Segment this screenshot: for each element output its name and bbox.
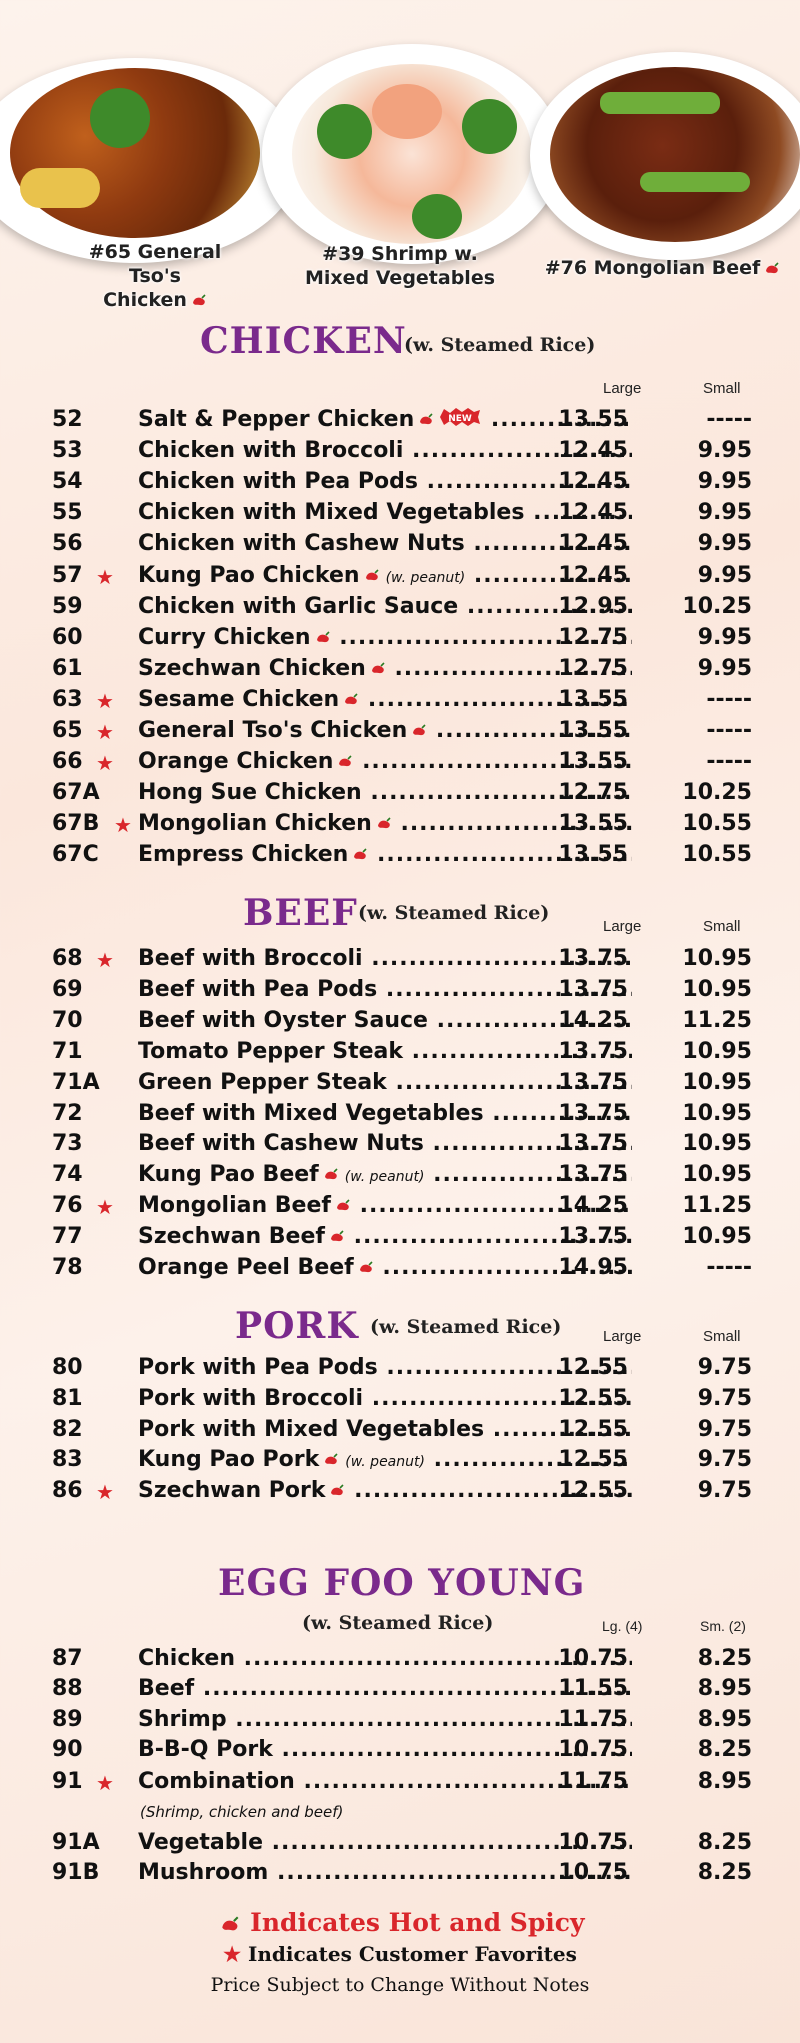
- combination-note: (Shrimp, chicken and beef): [140, 1803, 344, 1821]
- menu-item-row: [52, 1255, 752, 1286]
- item-name: Chicken with Broccoli .....: [138, 438, 632, 463]
- item-number: 70: [52, 1007, 83, 1033]
- item-name: B-B-Q Pork .....: [138, 1737, 632, 1762]
- price-small: 8.95: [697, 1676, 752, 1701]
- item-name: General Tso's Chicken .....: [138, 718, 632, 743]
- hot-spicy-icon: [323, 1168, 339, 1182]
- star-icon: ★: [114, 813, 132, 838]
- price-large: 13.75: [558, 1162, 628, 1188]
- price-large: 13.55: [558, 686, 628, 712]
- menu-item-row: [52, 1101, 752, 1132]
- item-name: Empress Chicken .....: [138, 842, 632, 867]
- price-small: 11.25: [682, 1007, 752, 1033]
- item-number: 72: [52, 1100, 83, 1126]
- menu-item-row: [52, 438, 752, 469]
- hot-spicy-icon: [411, 724, 427, 738]
- item-number: 88: [52, 1676, 83, 1701]
- item-name: Combination .....: [138, 1769, 632, 1794]
- item-number: 76: [52, 1193, 83, 1219]
- item-number: 80: [52, 1355, 83, 1380]
- price-large: 13.55: [558, 718, 628, 743]
- item-name: Hong Sue Chicken .....: [138, 780, 632, 805]
- price-small: 10.95: [682, 946, 752, 971]
- price-small: 11.25: [682, 1193, 752, 1219]
- price-small: 10.95: [682, 1069, 752, 1095]
- price-large: 13.75: [558, 1069, 628, 1095]
- price-large: 11.75: [558, 1769, 628, 1794]
- item-number: 69: [52, 976, 83, 1002]
- item-number: 74: [52, 1162, 83, 1188]
- item-name: Beef .....: [138, 1676, 632, 1701]
- item-name: Pork with Broccoli .....: [138, 1386, 632, 1411]
- menu-item-row: [52, 1070, 752, 1101]
- hot-spicy-icon: [191, 294, 207, 308]
- new-badge: [438, 407, 482, 433]
- item-number: 86: [52, 1478, 83, 1504]
- menu-item-row: [52, 946, 752, 977]
- hot-spicy-icon: [358, 1261, 374, 1275]
- peanut-note: (w. peanut): [385, 569, 466, 586]
- menu-item-row: [52, 594, 752, 625]
- shrimp-vegetables-photo: [262, 44, 562, 264]
- item-number: 67C: [52, 842, 99, 868]
- item-name: Green Pepper Steak .....: [138, 1070, 632, 1095]
- menu-item-row: [52, 469, 752, 500]
- menu-item-row: [52, 1478, 752, 1509]
- item-name: Vegetable .....: [138, 1830, 632, 1855]
- item-name: Kung Pao Pork (w. peanut) .....: [138, 1447, 632, 1472]
- item-name: Szechwan Chicken .....: [138, 656, 632, 681]
- price-small: 10.95: [682, 1131, 752, 1157]
- item-number: 68: [52, 946, 83, 971]
- price-small: -----: [706, 749, 752, 775]
- price-small: 9.75: [697, 1355, 752, 1380]
- hot-spicy-icon: [337, 755, 353, 769]
- price-small: 10.95: [682, 976, 752, 1002]
- item-number: 91A: [52, 1830, 100, 1855]
- peanut-note: (w. peanut): [344, 1169, 425, 1186]
- price-large: 13.75: [558, 946, 628, 971]
- price-large: 13.55: [558, 749, 628, 775]
- beef-col-large: Large: [603, 918, 642, 935]
- price-large: 14.25: [558, 1193, 628, 1219]
- peanut-note: (w. peanut): [345, 1454, 425, 1471]
- price-large: 14.25: [558, 1007, 628, 1033]
- hot-spicy-icon: [329, 1484, 345, 1498]
- price-small: 10.95: [682, 1162, 752, 1188]
- price-large: 12.45: [558, 500, 628, 526]
- menu-item-row: [52, 1131, 752, 1162]
- menu-item-row: [52, 1386, 752, 1417]
- price-large: 12.55: [558, 1355, 628, 1380]
- item-name: Kung Pao Chicken (w. peanut) .....: [138, 563, 632, 588]
- item-name: Beef with Oyster Sauce .....: [138, 1008, 632, 1033]
- price-large: 12.55: [558, 1385, 628, 1411]
- item-name: Pork with Mixed Vegetables .....: [138, 1417, 632, 1442]
- item-number: 83: [52, 1447, 83, 1473]
- price-small: 10.25: [682, 593, 752, 619]
- price-small: 9.95: [697, 531, 752, 557]
- price-small: 10.55: [682, 842, 752, 868]
- item-number: 55: [52, 500, 83, 526]
- item-name: Kung Pao Beef (w. peanut) .....: [138, 1162, 632, 1187]
- price-small: 9.95: [697, 500, 752, 526]
- item-number: 65: [52, 718, 83, 743]
- menu-item-row: [52, 1447, 752, 1478]
- price-small: 9.95: [697, 438, 752, 464]
- price-large: 12.55: [558, 1416, 628, 1442]
- menu-item-row: [52, 1008, 752, 1039]
- item-number: 89: [52, 1707, 83, 1732]
- price-small: 8.95: [697, 1769, 752, 1794]
- price-large: 12.45: [558, 469, 628, 495]
- price-small: 10.95: [682, 1100, 752, 1126]
- price-small: -----: [706, 718, 752, 743]
- item-name: Orange Chicken .....: [138, 749, 632, 774]
- item-number: 81: [52, 1385, 83, 1411]
- hot-spicy-icon: [343, 693, 359, 707]
- star-icon: ★: [96, 1771, 114, 1795]
- price-small: 9.75: [697, 1385, 752, 1411]
- item-number: 91: [52, 1769, 83, 1794]
- menu-item-row: [52, 1193, 752, 1224]
- item-number: 77: [52, 1224, 83, 1250]
- hot-spicy-icon: [764, 262, 780, 276]
- item-name: Szechwan Pork .....: [138, 1478, 632, 1503]
- price-small: 9.75: [697, 1416, 752, 1442]
- legend-favorites: ★ Indicates Customer Favorites: [223, 1942, 577, 1966]
- menu-item-row: [52, 1769, 752, 1800]
- menu-item-row: [52, 407, 752, 438]
- price-small: 9.95: [697, 562, 752, 588]
- price-small: 9.95: [697, 624, 752, 650]
- pork-col-large: Large: [603, 1328, 642, 1345]
- star-icon: ★: [96, 688, 114, 713]
- menu-item-row: [52, 718, 752, 749]
- price-small: 8.25: [697, 1646, 752, 1671]
- item-number: 78: [52, 1255, 83, 1280]
- price-large: 13.55: [558, 811, 628, 837]
- price-small: 9.95: [697, 469, 752, 495]
- item-name: Chicken with Garlic Sauce .....: [138, 594, 632, 619]
- item-name: Chicken with Mixed Vegetables .....: [138, 500, 632, 525]
- hot-spicy-icon: [335, 1199, 351, 1213]
- photo-banner: [0, 0, 800, 311]
- item-name: Orange Peel Beef .....: [138, 1255, 632, 1280]
- star-icon: ★: [96, 564, 114, 589]
- menu-item-row: [52, 1417, 752, 1448]
- item-name: Beef with Broccoli .....: [138, 946, 632, 971]
- item-number: 67B: [52, 811, 100, 837]
- price-large: 10.75: [558, 1830, 628, 1855]
- item-number: 82: [52, 1416, 83, 1442]
- menu-item-row: [52, 1830, 752, 1861]
- price-large: 10.75: [558, 1737, 628, 1762]
- price-large: 12.75: [558, 624, 628, 650]
- item-name: Mushroom .....: [138, 1860, 632, 1885]
- item-name: Chicken with Cashew Nuts .....: [138, 531, 632, 556]
- menu-item-row: [52, 1355, 752, 1386]
- price-large: 13.75: [558, 1224, 628, 1250]
- menu-item-row: [52, 749, 752, 780]
- item-number: 90: [52, 1737, 83, 1762]
- hot-spicy-icon: [219, 1916, 241, 1934]
- star-icon: ★: [96, 948, 114, 972]
- chicken-section-subtitle: (w. Steamed Rice): [404, 334, 596, 356]
- mongolian-beef-photo: [530, 52, 800, 260]
- pork-col-small: Small: [703, 1328, 741, 1345]
- item-name: Salt & Pepper Chicken NEW .....: [138, 407, 632, 433]
- item-name: Pork with Pea Pods .....: [138, 1355, 632, 1380]
- menu-item-row: [52, 811, 752, 842]
- item-number: 87: [52, 1646, 83, 1671]
- menu-item-row: [52, 625, 752, 656]
- menu-item-row: [52, 977, 752, 1008]
- item-name: Chicken with Pea Pods .....: [138, 469, 632, 494]
- photo-caption-general-tso: #65 General Tso's Chicken: [88, 241, 222, 311]
- price-large: 12.95: [558, 593, 628, 619]
- hot-spicy-icon: [376, 817, 392, 831]
- menu-item-row: [52, 780, 752, 811]
- item-name: Beef with Cashew Nuts .....: [138, 1131, 632, 1156]
- price-large: 11.55: [558, 1676, 628, 1701]
- menu-item-row: [52, 1737, 752, 1768]
- price-small: -----: [706, 1255, 752, 1280]
- item-number: 63: [52, 686, 83, 712]
- price-large: 10.75: [558, 1646, 628, 1671]
- item-number: 61: [52, 655, 83, 681]
- beef-section-subtitle: (w. Steamed Rice): [358, 902, 550, 924]
- item-number: 59: [52, 593, 83, 619]
- general-tso-photo: [0, 58, 300, 263]
- item-number: 53: [52, 438, 83, 464]
- item-name: Mongolian Chicken .....: [138, 811, 632, 836]
- egg-foo-young-section-subtitle: (w. Steamed Rice): [302, 1612, 494, 1634]
- item-number: 67A: [52, 780, 100, 806]
- item-number: 52: [52, 407, 83, 432]
- menu-item-row: [52, 500, 752, 531]
- price-small: 9.75: [697, 1447, 752, 1473]
- star-icon: ★: [96, 751, 114, 776]
- item-number: 56: [52, 531, 83, 557]
- price-large: 11.75: [558, 1707, 628, 1732]
- item-name: Chicken .....: [138, 1646, 632, 1671]
- price-small: 9.75: [697, 1478, 752, 1504]
- hot-spicy-icon: [364, 569, 380, 583]
- menu-item-row: [52, 563, 752, 594]
- item-name: Beef with Pea Pods .....: [138, 977, 632, 1002]
- price-small: 8.25: [697, 1860, 752, 1885]
- pork-section-title: PORK: [235, 1305, 359, 1347]
- eggfoo-col-large: Lg. (4): [602, 1618, 643, 1634]
- item-number: 91B: [52, 1860, 100, 1885]
- photo-caption-mongolian-beef: #76 Mongolian Beef: [540, 256, 785, 280]
- chicken-col-large: Large: [603, 380, 642, 397]
- price-small: 10.95: [682, 1224, 752, 1250]
- star-icon: ★: [223, 1942, 242, 1966]
- eggfoo-col-small: Sm. (2): [700, 1618, 746, 1634]
- item-name: Beef with Mixed Vegetables .....: [138, 1101, 632, 1126]
- price-small: 10.25: [682, 780, 752, 806]
- item-name: Curry Chicken .....: [138, 625, 632, 650]
- item-name: Mongolian Beef .....: [138, 1193, 632, 1218]
- price-large: 12.45: [558, 531, 628, 557]
- hot-spicy-icon: [329, 1230, 345, 1244]
- price-large: 13.55: [558, 842, 628, 868]
- item-name: Shrimp .....: [138, 1707, 632, 1732]
- item-number: 73: [52, 1131, 83, 1157]
- item-name: Szechwan Beef .....: [138, 1224, 632, 1249]
- price-large: 12.75: [558, 780, 628, 806]
- menu-item-row: [52, 1676, 752, 1707]
- price-small: 8.25: [697, 1737, 752, 1762]
- menu-item-row: [52, 687, 752, 718]
- price-large: 14.95: [558, 1255, 628, 1280]
- price-large: 13.75: [558, 1100, 628, 1126]
- star-icon: ★: [96, 1480, 114, 1505]
- chicken-col-small: Small: [703, 380, 741, 397]
- item-name: Tomato Pepper Steak .....: [138, 1039, 632, 1064]
- hot-spicy-icon: [352, 848, 368, 862]
- menu-item-row: [52, 1039, 752, 1070]
- price-large: 12.45: [558, 438, 628, 464]
- menu-item-row: [52, 1162, 752, 1193]
- price-small: 9.95: [697, 655, 752, 681]
- menu-item-row: [52, 1224, 752, 1255]
- menu-item-row: [52, 1646, 752, 1677]
- price-large: 13.55: [558, 407, 628, 432]
- item-number: 66: [52, 749, 83, 775]
- item-number: 71A: [52, 1069, 100, 1095]
- hot-spicy-icon: [315, 631, 331, 645]
- photo-caption-shrimp: #39 Shrimp w. Mixed Vegetables: [304, 243, 496, 289]
- price-large: 12.55: [558, 1478, 628, 1504]
- menu-item-row: [52, 656, 752, 687]
- legend-hot-spicy: Indicates Hot and Spicy: [0, 1908, 800, 1937]
- price-small: 10.55: [682, 811, 752, 837]
- price-large: 12.75: [558, 655, 628, 681]
- price-large: 10.75: [558, 1860, 628, 1885]
- price-small: -----: [706, 686, 752, 712]
- star-icon: ★: [96, 720, 114, 744]
- price-large: 13.75: [558, 1131, 628, 1157]
- price-small: -----: [706, 407, 752, 432]
- hot-spicy-icon: [323, 1453, 339, 1467]
- item-number: 60: [52, 624, 83, 650]
- price-large: 13.75: [558, 976, 628, 1002]
- item-number: 57: [52, 562, 83, 588]
- hot-spicy-icon: [370, 662, 386, 676]
- menu-item-row: [52, 1860, 752, 1891]
- menu-item-row: [52, 842, 752, 873]
- pork-section-subtitle: (w. Steamed Rice): [370, 1316, 562, 1338]
- item-number: 71: [52, 1038, 83, 1064]
- item-name: Sesame Chicken .....: [138, 687, 632, 712]
- item-number: 54: [52, 469, 83, 495]
- price-disclaimer: Price Subject to Change Without Notes: [210, 1974, 590, 1996]
- price-small: 8.95: [697, 1707, 752, 1732]
- beef-section-title: BEEF: [243, 892, 358, 934]
- price-large: 12.45: [558, 562, 628, 588]
- menu-item-row: [52, 1707, 752, 1738]
- price-small: 10.95: [682, 1038, 752, 1064]
- price-large: 13.75: [558, 1038, 628, 1064]
- svg-text:NEW: NEW: [448, 414, 473, 424]
- egg-foo-young-section-title: EGG FOO YOUNG: [218, 1562, 586, 1604]
- price-large: 12.55: [558, 1447, 628, 1473]
- chicken-section-title: CHICKEN: [200, 320, 407, 362]
- star-icon: ★: [96, 1195, 114, 1220]
- menu-item-row: [52, 531, 752, 562]
- hot-spicy-icon: [418, 413, 434, 427]
- price-small: 8.25: [697, 1830, 752, 1855]
- beef-col-small: Small: [703, 918, 741, 935]
